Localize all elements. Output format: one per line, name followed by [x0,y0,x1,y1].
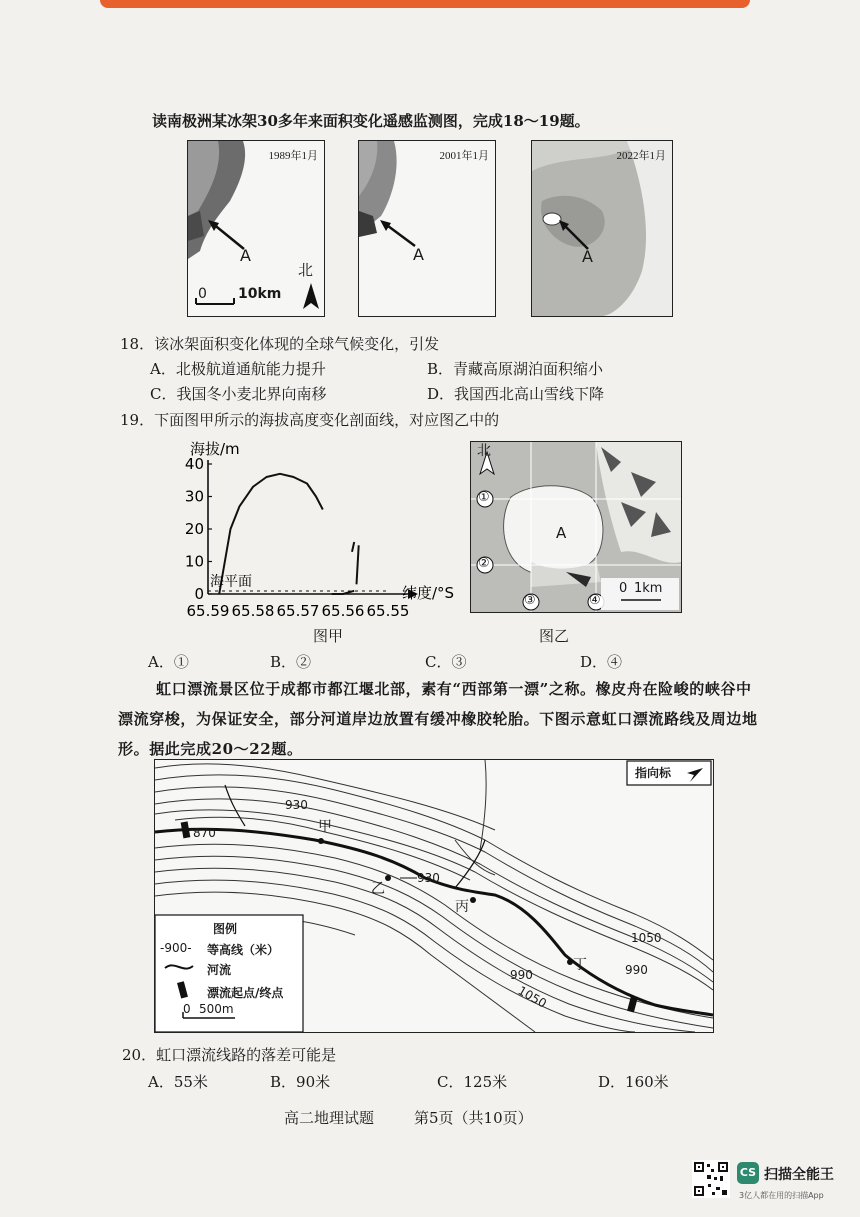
contour-label-1050: 1050 [631,931,662,945]
q18-option-c: C．我国冬小麦北界向南移 [150,385,327,403]
y-tick-label: 0 [194,585,204,603]
contour-label-930: 930 [285,798,308,812]
ice-shelf-marker-a: A [556,524,567,542]
q19-option-b: B．② [270,653,312,671]
x-axis-label: 纬度/°S [402,584,455,602]
cs-badge: CS [737,1162,759,1184]
footer-page: 第5页（共10页） [414,1109,533,1127]
contour-label-1050: 1050 [515,983,550,1011]
photo-date: 2001年1月 [439,150,489,162]
point-1: ① [478,490,490,505]
photo-2022 [531,140,673,317]
map-scale-label: 1km [634,581,663,596]
q20-option-b: B．90米 [270,1073,331,1091]
x-tick-label: 65.55 [366,602,410,620]
contour-label-990: 990 [625,963,648,977]
scanner-app-name: 扫描全能王 [764,1167,834,1183]
point-2: ② [478,556,490,571]
q18-option-b: B．青藏高原湖泊面积缩小 [427,360,604,378]
q18-option-d: D．我国西北高山雪线下降 [427,385,605,403]
x-tick-label: 65.57 [276,602,320,620]
x-tick-label: 65.59 [186,602,230,620]
contour-label-870: 870 [193,826,216,840]
marker-a: A [582,247,593,266]
place-jia: 甲 [318,819,332,835]
place-yi: 乙 [371,881,385,897]
legend-scale-zero: 0 [183,1002,191,1016]
qr-code-icon [692,1160,730,1198]
compass-label: 指向标 [635,766,672,780]
contour-label-990: 990 [510,968,533,982]
photo-2001 [358,140,496,317]
photo-date: 1989年1月 [268,150,318,162]
q20-option-a: A．55米 [148,1073,208,1091]
rafting-route-map [154,759,714,1033]
rafting-end-marker [627,995,638,1012]
photo-date: 2022年1月 [616,150,666,162]
footer-subject: 高二地理试题 [284,1109,375,1127]
point-3: ③ [524,593,536,608]
legend-river: 河流 [207,963,232,977]
elevation-profile-chart [180,436,480,636]
map-caption: 图乙 [539,627,570,645]
rafting-start-marker [181,821,191,838]
y-tick-label: 40 [184,455,204,473]
question-20-stem: 20．虹口漂流线路的落差可能是 [122,1046,337,1064]
y-tick-label: 10 [184,552,204,571]
q20-option-d: D．160米 [598,1073,669,1091]
contour-label-930: 930 [417,871,440,885]
ice-shelf-map [470,441,682,613]
legend-contour: 等高线（米） [207,943,280,957]
x-tick-label: 65.56 [321,602,365,620]
q19-option-c: C．③ [425,653,467,671]
q19-option-a: A．① [148,653,189,671]
q20-option-c: C．125米 [437,1073,508,1091]
profile-line-segment [352,542,354,552]
point-4: ④ [589,593,601,608]
marker-a: A [240,246,251,265]
place-ding: 丁 [573,957,587,973]
intro-text-20-22: 虹口漂流景区位于成都市都江堰北部，素有“西部第一漂”之称。橡皮舟在险峻的峡谷中漂流穿梭，为保证安全，部分河道岸边放置有缓冲橡胶轮胎。下图示意虹口漂流路线及周边地形。据此完成20～22题。 [118,680,758,758]
profile-line-segment [357,545,359,584]
y-tick-label: 20 [184,520,204,538]
legend-title: 图例 [213,922,238,936]
place-bing: 丙 [455,899,469,915]
scale-zero: 0 [198,286,207,302]
x-tick-label: 65.58 [231,602,275,620]
scanner-tagline: 3亿人都在用的扫描App [739,1191,824,1200]
legend-scale-label: 500m [199,1002,234,1016]
top-color-bar [100,0,750,8]
legend-endpoint: 漂流起点/终点 [207,986,284,1000]
sea-level-label: 海平面 [210,574,252,590]
north-label: 北 [477,443,491,459]
north-label: 北 [298,261,314,279]
y-tick-label: 30 [184,487,204,506]
intro-text-18-19: 读南极洲某冰架30多年来面积变化遥感监测图，完成18～19题。 [152,112,590,130]
chart-caption: 图甲 [313,627,344,645]
q18-option-a: A．北极航道通航能力提升 [150,360,326,378]
question-18-stem: 18．该冰架面积变化体现的全球气候变化，引发 [120,335,440,353]
q19-option-d: D．④ [580,653,623,671]
scale-label: 10km [238,286,282,302]
photo-1989 [187,140,325,317]
marker-a: A [413,245,424,264]
map-scale-zero: 0 [619,581,628,596]
legend-contour-sample: -900- [160,941,192,955]
question-19-stem: 19．下面图甲所示的海拔高度变化剖面线，对应图乙中的 [120,411,500,429]
y-axis-label: 海拔/m [190,440,240,458]
